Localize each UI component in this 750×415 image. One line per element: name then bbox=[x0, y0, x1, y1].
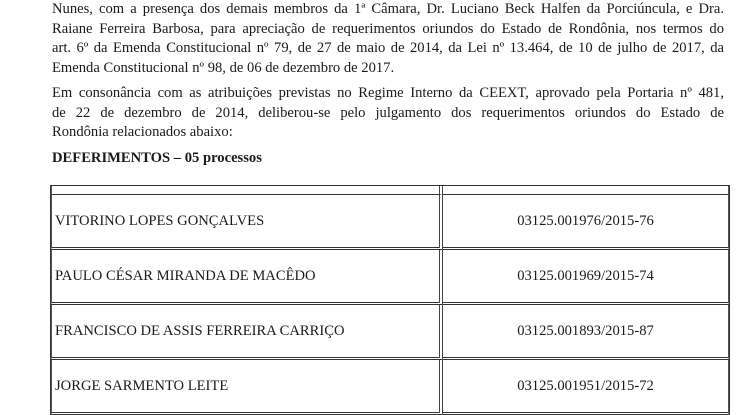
intro-line: art. 6º da Emenda Constitucional nº 79, de 27 de maio de 2014, da Lei nº 13.464, de 10 de julho de 2017, da bbox=[52, 40, 724, 57]
process-number: 03125.001976/2015-76 bbox=[443, 195, 729, 250]
consonance-line: Em consonância com as atribuições previstas no Regime Interno da CEEXT, aprovado pela Portaria nº 481, bbox=[52, 85, 724, 101]
consonance-line: de 22 de dezembro de 2014, deliberou-se pelo julgamento dos requerimentos oriundos do Estado de bbox=[52, 104, 724, 121]
consonance-line: Rondônia relacionados abaixo: bbox=[52, 124, 233, 141]
applicant-name: FRANCISCO DE ASSIS FERREIRA CARRIÇO bbox=[51, 305, 443, 360]
applicant-name: PAULO CÉSAR MIRANDA DE MACÊDO bbox=[51, 250, 443, 305]
table-row bbox=[51, 195, 729, 250]
deferimentos-heading: DEFERIMENTOS – 05 processos bbox=[52, 150, 262, 166]
table-top-spacer bbox=[51, 186, 729, 195]
applicant-name: VITORINO LOPES GONÇALVES bbox=[51, 195, 443, 250]
table-row bbox=[51, 360, 729, 415]
process-number: 03125.001893/2015-87 bbox=[443, 305, 729, 360]
deferimentos-table bbox=[50, 185, 730, 415]
intro-paragraph bbox=[52, 0, 724, 78]
intro-line: Raiane Ferreira Barbosa, para apreciação de requerimentos oriundos do Estado de Rondônia, nos termos do bbox=[52, 20, 724, 37]
intro-line: Nunes, com a presença dos demais membros da 1ª Câmara, Dr. Luciano Beck Halfen da Porciúncula, e Dra. bbox=[52, 1, 724, 17]
table-row bbox=[51, 250, 729, 305]
process-number: 03125.001969/2015-74 bbox=[443, 250, 729, 305]
applicant-name: JORGE SARMENTO LEITE bbox=[51, 360, 443, 415]
table-row bbox=[51, 305, 729, 360]
intro-line: Emenda Constitucional nº 98, de 06 de dezembro de 2017. bbox=[52, 59, 395, 76]
process-number: 03125.001951/2015-72 bbox=[443, 360, 729, 415]
consonance-paragraph bbox=[52, 84, 724, 143]
